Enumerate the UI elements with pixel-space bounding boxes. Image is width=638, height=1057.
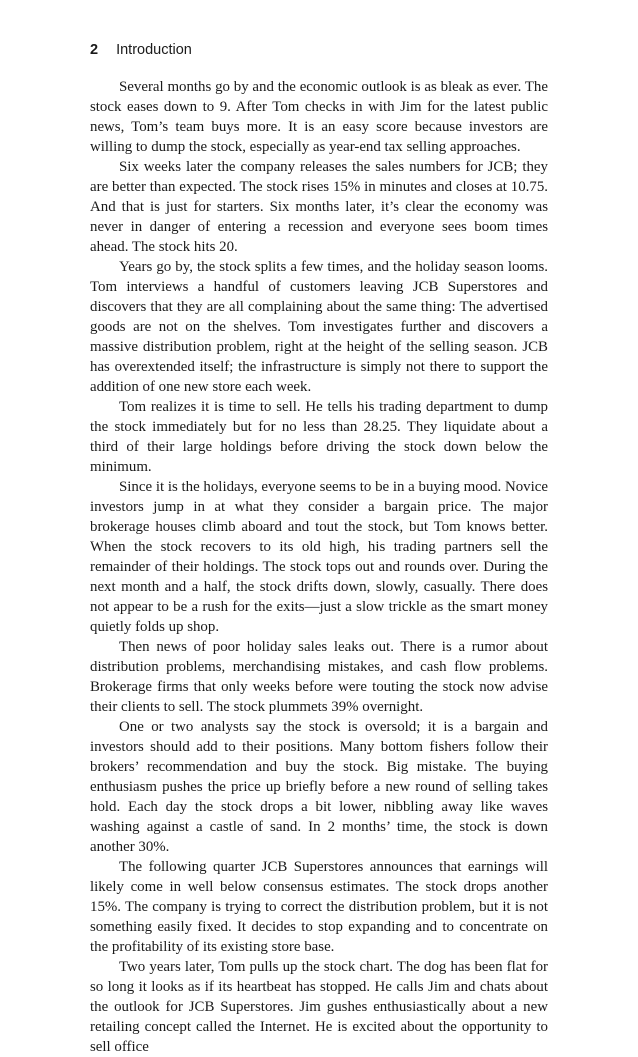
page-header xyxy=(90,40,192,60)
paragraph: Since it is the holidays, everyone seems to be in a buying mood. Novice investors jump in at what they consider a bargain price. The major brokerage houses climb aboard and tout the stock, but Tom knows better. When the stock recovers to its old high, his trading partners sell the remainder of their holdings. The stock tops out and rounds over. During the next month and a half, the stock drifts down, slowly, casually. There does not appear to be a rush for the exits—just a slow trickle as the smart money quietly folds up shop. xyxy=(90,479,548,635)
paragraph: Years go by, the stock splits a few times, and the holiday season looms. Tom interviews a handful of customers leaving JCB Superstores and discovers that they are all complaining about the same thing: The advertised goods are not on the shelves. Tom investigates further and discovers a massive distribution problem, right at the height of the selling season. JCB has overextended itself; the infrastructure is simply not there to support the addition of one new store each week. xyxy=(90,259,548,395)
paragraph: Two years later, Tom pulls up the stock chart. The dog has been flat for so long it looks as if its heartbeat has stopped. He calls Jim and chats about the outlook for JCB Superstores. Jim gushes enthusiastically about a new retailing concept called the Internet. He is excited about the opportunity to sell office xyxy=(90,959,548,1055)
paragraph: Six weeks later the company releases the sales numbers for JCB; they are better than expected. The stock rises 15% in minutes and closes at 10.75. And that is just for starters. Six months later, it’s clear the economy was never in danger of entering a recession and everyone sees boom times ahead. The stock hits 20. xyxy=(90,159,548,255)
paragraph: The following quarter JCB Superstores announces that earnings will likely come in well below consensus estimates. The stock drops another 15%. The company is trying to correct the distribution problem, but it is not something easily fixed. It decides to stop expanding and to concentrate on the profitability of its existing store base. xyxy=(90,859,548,955)
body-text xyxy=(90,77,548,1057)
paragraph: Several months go by and the economic outlook is as bleak as ever. The stock eases down to 9. After Tom checks in with Jim for the latest public news, Tom’s team buys more. It is an easy score because investors are willing to dump the stock, especially as year-end tax selling approaches. xyxy=(90,79,548,155)
paragraph: One or two analysts say the stock is oversold; it is a bargain and investors should add to their positions. Many bottom fishers follow their brokers’ recommendation and buy the stock. Big mistake. The buying enthusiasm pushes the price up briefly before a new round of selling takes hold. Each day the stock drops a bit lower, nibbling away like waves washing against a castle of sand. In 2 months’ time, the stock is down another 30%. xyxy=(90,719,548,855)
paragraph: Tom realizes it is time to sell. He tells his trading department to dump the stock immediately but for no less than 28.25. They liquidate about a third of their large holdings before driving the stock down below the minimum. xyxy=(90,399,548,475)
running-head: Introduction xyxy=(116,42,192,58)
page-number: 2 xyxy=(90,42,99,58)
paragraph: Then news of poor holiday sales leaks out. There is a rumor about distribution problems, merchandising mistakes, and cash flow problems. Brokerage firms that only weeks before were touting the stock now advise their clients to sell. The stock plummets 39% overnight. xyxy=(90,639,548,715)
